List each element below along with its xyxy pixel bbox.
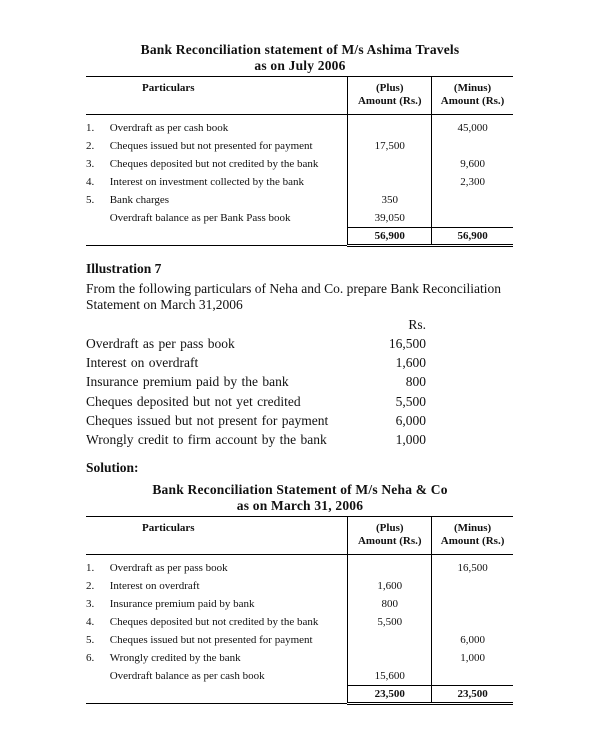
row-description: Overdraft as per cash book: [109, 121, 229, 134]
row-plus-amount: [348, 115, 432, 138]
statement1-title: Bank Reconciliation statement of M/s Ashima Travels: [140, 42, 460, 57]
header-minus-label: (Minus): [453, 522, 492, 534]
totals-blank: [86, 228, 348, 246]
header-minus-label: (Minus): [453, 82, 492, 94]
row-minus-amount: [432, 191, 513, 209]
table-row: [86, 649, 513, 667]
row-number: 5.: [86, 193, 95, 206]
row-description: Overdraft as per pass book: [109, 561, 228, 574]
statement1-subtitle: as on July 2006: [254, 58, 346, 73]
item-label: Cheques issued but not present for payment: [86, 412, 329, 428]
row-plus-amount: [348, 631, 432, 649]
header-plus-label: (Plus): [376, 82, 404, 94]
row-plus-amount: [348, 649, 432, 667]
statement1-table: [86, 76, 513, 247]
row-minus-amount: [432, 613, 513, 631]
header-plus-unit: Amount (Rs.): [357, 95, 422, 107]
table-row: [86, 115, 513, 138]
item-label: Cheques deposited but not yet credited: [86, 393, 301, 409]
row-plus-amount: 17,500: [348, 137, 432, 155]
list-item: [86, 411, 426, 430]
row-plus-amount: 800: [348, 595, 432, 613]
row-description: Cheques issued but not presented for payment: [109, 633, 313, 646]
header-minus-unit: Amount (Rs.): [440, 535, 505, 547]
row-minus-amount: 16,500: [432, 555, 513, 578]
item-label: Overdraft as per pass book: [86, 336, 235, 351]
row-description: Overdraft balance as per cash book: [109, 669, 265, 682]
row-minus-amount: 6,000: [432, 631, 513, 649]
illustration-heading: Illustration 7: [86, 261, 162, 276]
row-minus-amount: [432, 667, 513, 686]
row-plus-amount: 1,600: [348, 577, 432, 595]
row-description: Cheques deposited but not credited by the bank: [109, 157, 319, 170]
row-minus-amount: 1,000: [432, 649, 513, 667]
total-plus-amount: 56,900: [348, 228, 432, 246]
row-number: 1.: [86, 121, 95, 134]
header-plus-unit: Amount (Rs.): [357, 535, 422, 547]
totals-blank: [86, 686, 348, 704]
table-row: [86, 173, 513, 191]
row-number: 2.: [86, 579, 95, 592]
row-description: Interest on investment collected by the bank: [109, 175, 304, 188]
row-description: Bank charges: [109, 193, 170, 206]
table-row: [86, 209, 513, 228]
table-row: [86, 667, 513, 686]
illustration-text: From the following particulars of Neha and Co. prepare Bank Reconciliation Statement on March 31,2006: [86, 281, 502, 312]
table-row: [86, 577, 513, 595]
list-item: [86, 372, 426, 391]
statement2-table: [86, 516, 513, 705]
row-description: Insurance premium paid by bank: [109, 597, 255, 610]
statement2-title: Bank Reconciliation Statement of M/s Neha & Co: [152, 482, 448, 497]
totals-row: [86, 686, 513, 704]
item-value: 1,000: [395, 431, 426, 447]
total-minus-amount: 56,900: [432, 228, 513, 246]
list-item: [86, 353, 426, 372]
item-label: Interest on overdraft: [86, 355, 199, 371]
row-plus-amount: 15,600: [348, 667, 432, 686]
table-row: [86, 595, 513, 613]
list-item: [86, 430, 426, 449]
total-minus-amount: 23,500: [432, 686, 513, 704]
table-row: [86, 631, 513, 649]
row-minus-amount: 45,000: [432, 115, 513, 138]
row-minus-amount: [432, 595, 513, 613]
row-plus-amount: [348, 555, 432, 578]
table-row: [86, 137, 513, 155]
table-header-row: [86, 77, 513, 115]
list-item: [86, 392, 426, 411]
row-number: [86, 209, 108, 228]
header-plus: [348, 517, 432, 555]
header-plus-label: (Plus): [376, 522, 404, 534]
table-row: [86, 191, 513, 209]
item-value: 1,600: [395, 355, 426, 371]
row-number: 3.: [86, 157, 95, 170]
solution-heading: Solution:: [86, 460, 139, 475]
header-minus: [432, 77, 513, 115]
item-label: Wrongly credit to firm account by the bank: [86, 431, 327, 447]
row-number: 5.: [86, 633, 95, 646]
row-minus-amount: 2,300: [432, 173, 513, 191]
row-description: Cheques deposited but not credited by the bank: [109, 615, 319, 628]
row-minus-amount: [432, 577, 513, 595]
total-plus-amount: 23,500: [348, 686, 432, 704]
rs-label: Rs.: [408, 317, 426, 332]
table-header-row: [86, 517, 513, 555]
statement2-subtitle: as on March 31, 2006: [236, 498, 364, 513]
header-particulars: Particulars: [142, 522, 195, 534]
row-number: 3.: [86, 597, 95, 610]
row-number: [86, 667, 108, 686]
item-label: Insurance premium paid by the bank: [86, 374, 289, 390]
row-minus-amount: [432, 137, 513, 155]
row-plus-amount: [348, 173, 432, 191]
row-description: Overdraft balance as per Bank Pass book: [109, 211, 291, 224]
row-number: 4.: [86, 175, 95, 188]
row-plus-amount: 39,050: [348, 209, 432, 228]
item-value: 800: [405, 374, 426, 390]
item-value: 16,500: [388, 336, 426, 351]
table-row: [86, 555, 513, 578]
item-value: 5,500: [395, 393, 426, 409]
header-plus: [348, 77, 432, 115]
table-row: [86, 613, 513, 631]
row-plus-amount: 5,500: [348, 613, 432, 631]
header-particulars: Particulars: [142, 82, 195, 94]
header-minus-unit: Amount (Rs.): [440, 95, 505, 107]
illustration-items: [86, 316, 426, 449]
list-item: [86, 334, 426, 353]
row-description: Interest on overdraft: [109, 579, 200, 592]
table-row: [86, 155, 513, 173]
item-value: 6,000: [395, 412, 426, 428]
row-description: Wrongly credited by the bank: [109, 651, 241, 664]
row-number: 2.: [86, 139, 95, 152]
row-description: Cheques issued but not presented for payment: [109, 139, 313, 152]
row-minus-amount: [432, 209, 513, 228]
row-plus-amount: [348, 155, 432, 173]
row-number: 4.: [86, 615, 95, 628]
row-plus-amount: 350: [348, 191, 432, 209]
totals-row: [86, 228, 513, 246]
row-number: 6.: [86, 651, 95, 664]
row-minus-amount: 9,600: [432, 155, 513, 173]
row-number: 1.: [86, 561, 95, 574]
header-minus: [432, 517, 513, 555]
